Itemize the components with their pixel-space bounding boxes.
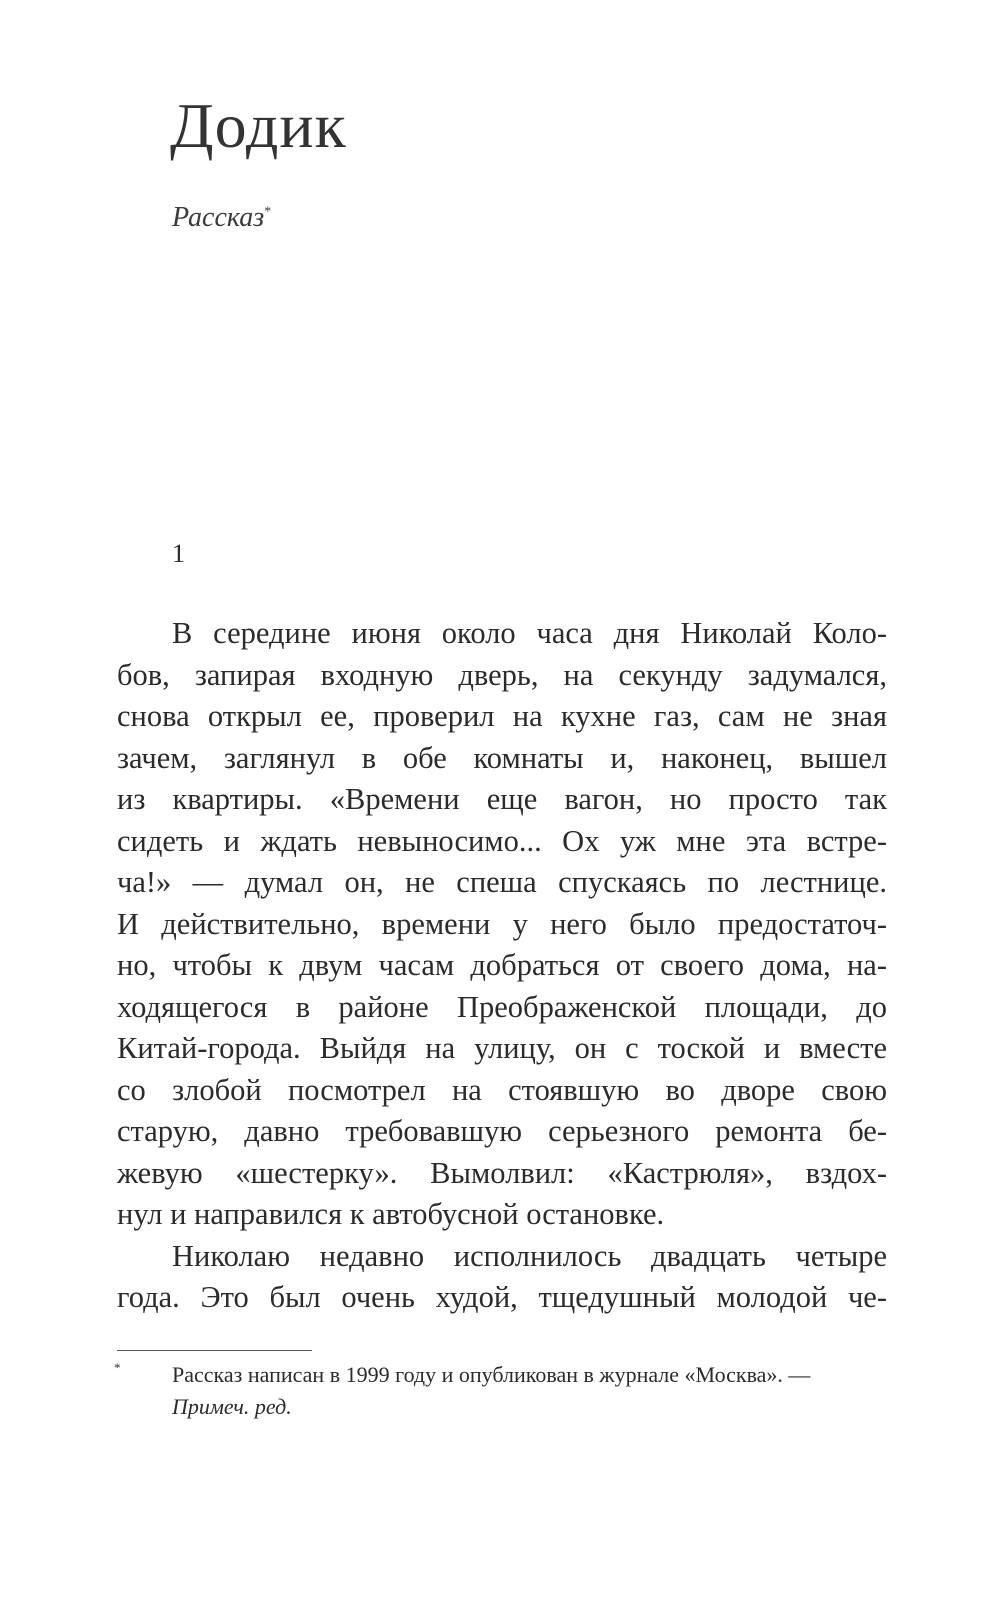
subtitle-text: Рассказ xyxy=(172,202,265,233)
text-line: В середине июня около часа дня Николай Коло- xyxy=(172,616,887,650)
text-line: Николаю недавно исполнилось двадцать четыре xyxy=(172,1238,887,1273)
footnote xyxy=(172,1359,892,1423)
text-line: но, чтобы к двум часам добраться от своего дома, на- xyxy=(117,948,887,982)
text-line: зачем, заглянул в обе комнаты и, наконец, вышел xyxy=(117,740,887,775)
footnote-mark: * xyxy=(114,1360,121,1375)
text-line: нул и направился к автобусной остановке. xyxy=(117,1197,665,1231)
footnote-reference-mark: * xyxy=(264,204,272,220)
body-text xyxy=(117,613,887,1319)
text-line: ча!» — думал он, не спеша спускаясь по лестнице. xyxy=(117,865,887,899)
text-line: жевую «шестерку». Вымолвил: «Кастрюля», вздох- xyxy=(117,1155,887,1190)
text-line: И действительно, времени у него было предостаточ- xyxy=(117,906,887,941)
story-subtitle xyxy=(172,200,271,236)
text-line: старую, давно требовавшую серьезного ремонта бе- xyxy=(117,1114,887,1148)
text-line: из квартиры. «Времени еще вагон, но просто так xyxy=(117,782,887,816)
text-line: бов, запирая входную дверь, на секунду задумался, xyxy=(117,657,887,692)
text-line: года. Это был очень худой, тщедушный молодой че- xyxy=(117,1280,887,1314)
footnote-line: Рассказ написан в 1999 году и опубликован в журнале «Москва». — xyxy=(172,1362,811,1387)
text-line: со злобой посмотрел на стоявшую во дворе свою xyxy=(117,1072,887,1107)
chapter-number: 1 xyxy=(172,539,185,568)
text-line: снова открыл ее, проверил на кухне газ, сам не зная xyxy=(117,699,887,733)
story-title: Додик xyxy=(170,90,347,161)
text-line: Китай-города. Выйдя на улицу, он с тоской и вместе xyxy=(117,1031,887,1065)
text-line: ходящегося в районе Преображенской площади, до xyxy=(117,989,887,1024)
footnote-editor-note: Примеч. ред. xyxy=(172,1394,292,1419)
footnote-divider xyxy=(117,1350,312,1351)
text-line: сидеть и ждать невыносимо... Ох уж мне эта встре- xyxy=(117,823,887,858)
